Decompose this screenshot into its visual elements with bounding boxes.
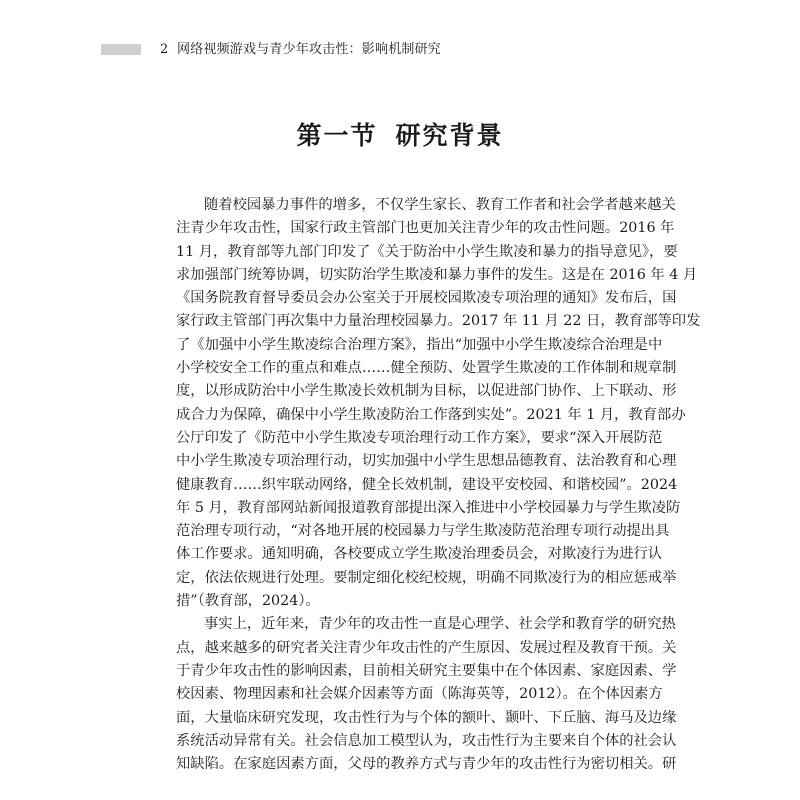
text-line: 体工作要求。通知明确，各校要成立学生欺凌治理委员会，对欺凌行为进行认 bbox=[176, 546, 663, 563]
section-heading: 研究背景 bbox=[395, 121, 504, 150]
text-line: 范治理专项行动，“对各地开展的校园暴力与学生欺凌防范治理专项行动提出具 bbox=[176, 523, 670, 540]
text-line: 公厅印发了《防范中小学生欺凌专项治理行动工作方案》，要求“深入开展防范 bbox=[176, 429, 663, 446]
text-line: 小学校安全工作的重点和难点……健全预防、处置学生欺凌的工作体制和规章制 bbox=[176, 360, 677, 377]
text-line: 系统活动异常有关。社会信息加工模型认为，攻击性行为主要来自个体的社会认 bbox=[176, 732, 677, 749]
text-line: 年 5 月，教育部网站新闻报道教育部提出深入推进中小学校园暴力与学生欺凌防 bbox=[176, 499, 681, 516]
text-line: 家行政主管部门再次集中力量治理校园暴力。2017 年 11 月 22 日，教育部等印发 bbox=[176, 313, 701, 330]
text-line: 成合力为保障，确保中小学生欺凌防治工作落到实处”。2021 年 1 月，教育部办 bbox=[176, 406, 686, 423]
text-line: 健康教育……织牢联动网络，健全长效机制，建设平安校园、和谐校园”。2024 bbox=[176, 476, 678, 493]
text-line: 随着校园暴力事件的增多，不仅学生家长、教育工作者和社会学者越来越关 bbox=[204, 197, 676, 213]
text-line: 事实上，近年来，青少年的攻击性一直是心理学、社会学和教育学的研究热 bbox=[204, 616, 676, 633]
section-number: 第一节 bbox=[296, 121, 378, 150]
page-number: 2 bbox=[160, 42, 169, 57]
text-line: 了《加强中小学生欺凌综合治理方案》，指出“加强中小学生欺凌综合治理是中 bbox=[176, 336, 663, 353]
text-line: 度，以形成防治中小学生欺凌长效机制为目标，以促进部门协作、上下联动、形 bbox=[176, 383, 677, 400]
text-line: 《国务院教育督导委员会办公室关于开展校园欺凌专项治理的通知》发布后，国 bbox=[176, 290, 677, 307]
text-line: 于青少年攻击性的影响因素，目前相关研究主要集中在个体因素、家庭因素、学 bbox=[176, 662, 677, 679]
text-line: 面，大量临床研究发现，攻击性行为与个体的额叶、颞叶、下丘脑、海马及边缘 bbox=[176, 709, 677, 726]
text-line: 校因素、物理因素和社会媒介因素等方面（陈海英等，2012）。在个体因素方 bbox=[176, 686, 663, 703]
header-decorative-bar bbox=[101, 44, 141, 55]
text-line: 求加强部门统筹协调，切实防治学生欺凌和暴力事件的发生。这是在 2016 年 4 月 bbox=[176, 266, 698, 283]
text-line: 措”（教育部，2024）。 bbox=[176, 593, 320, 610]
paragraph bbox=[176, 194, 701, 613]
text-line: 点，越来越多的研究者关注青少年攻击性的产生原因、发展过程及教育干预。关 bbox=[176, 639, 677, 656]
text-line: 注青少年攻击性，国家行政主管部门也更加关注青少年的攻击性问题。2016 年 bbox=[176, 220, 675, 237]
section-title bbox=[0, 120, 800, 152]
paragraph bbox=[176, 613, 677, 776]
text-line: 11 月，教育部等九部门印发了《关于防治中小学生欺凌和暴力的指导意见》，要 bbox=[176, 243, 678, 260]
body-text bbox=[176, 194, 701, 776]
text-line: 中小学生欺凌专项治理行动，切实加强中小学生思想品德教育、法治教育和心理 bbox=[176, 453, 677, 470]
running-header-title: 网络视频游戏与青少年攻击性：影响机制研究 bbox=[177, 42, 442, 57]
text-line: 定，依法依规进行处理。要制定细化校纪校规，明确不同欺凌行为的相应惩戒举 bbox=[176, 569, 677, 586]
text-line: 知缺陷。在家庭因素方面，父母的教养方式与青少年的攻击性行为密切相关。研 bbox=[176, 756, 677, 773]
